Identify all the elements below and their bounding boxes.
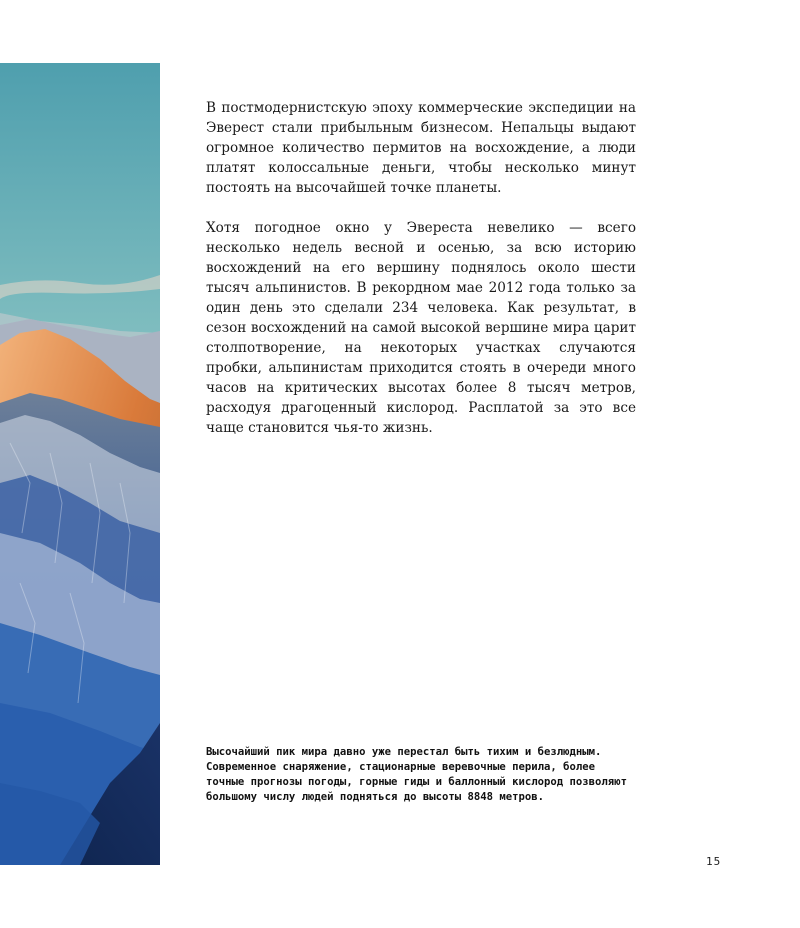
mountain-photo: [0, 63, 160, 865]
paragraph-1: В постмодернистскую эпоху коммерческие экспедиции на Эверест стали прибыльным бизнесом. Непальцы выдают огромное количество пермитов на восхождение, а люди платят колоссальные деньги, чтобы несколько минут постоять на высочайшей точке планеты.: [206, 100, 636, 196]
paragraph-2: Хотя погодное окно у Эвереста невелико — всего несколько недель весной и осенью, за всю историю восхождений на его вершину поднялось около шести тысяч альпинистов. В рекордном мае 2012 года только за один день это сделали 234 человека. Как результат, в сезон восхождений на самой высокой вершине мира царит столпотворение, на некоторых участках случаются пробки, альпинистам приходится стоять в очереди много часов на критических высотах более 8 тысяч метров, расходуя драгоценный кислород. Расплатой за это все чаще становится чья-то жизнь.: [206, 220, 636, 436]
body-text: [206, 98, 636, 458]
page-number: 15: [706, 855, 722, 868]
everest-mountain-image: [0, 63, 160, 865]
photo-caption: Высочайший пик мира давно уже перестал быть тихим и безлюдным. Современное снаряжение, стационарные веревочные перила, более точные прогнозы погоды, горные гиды и баллонный кислород позволяют большому числу людей подняться до высоты 8848 метров.: [206, 746, 627, 803]
